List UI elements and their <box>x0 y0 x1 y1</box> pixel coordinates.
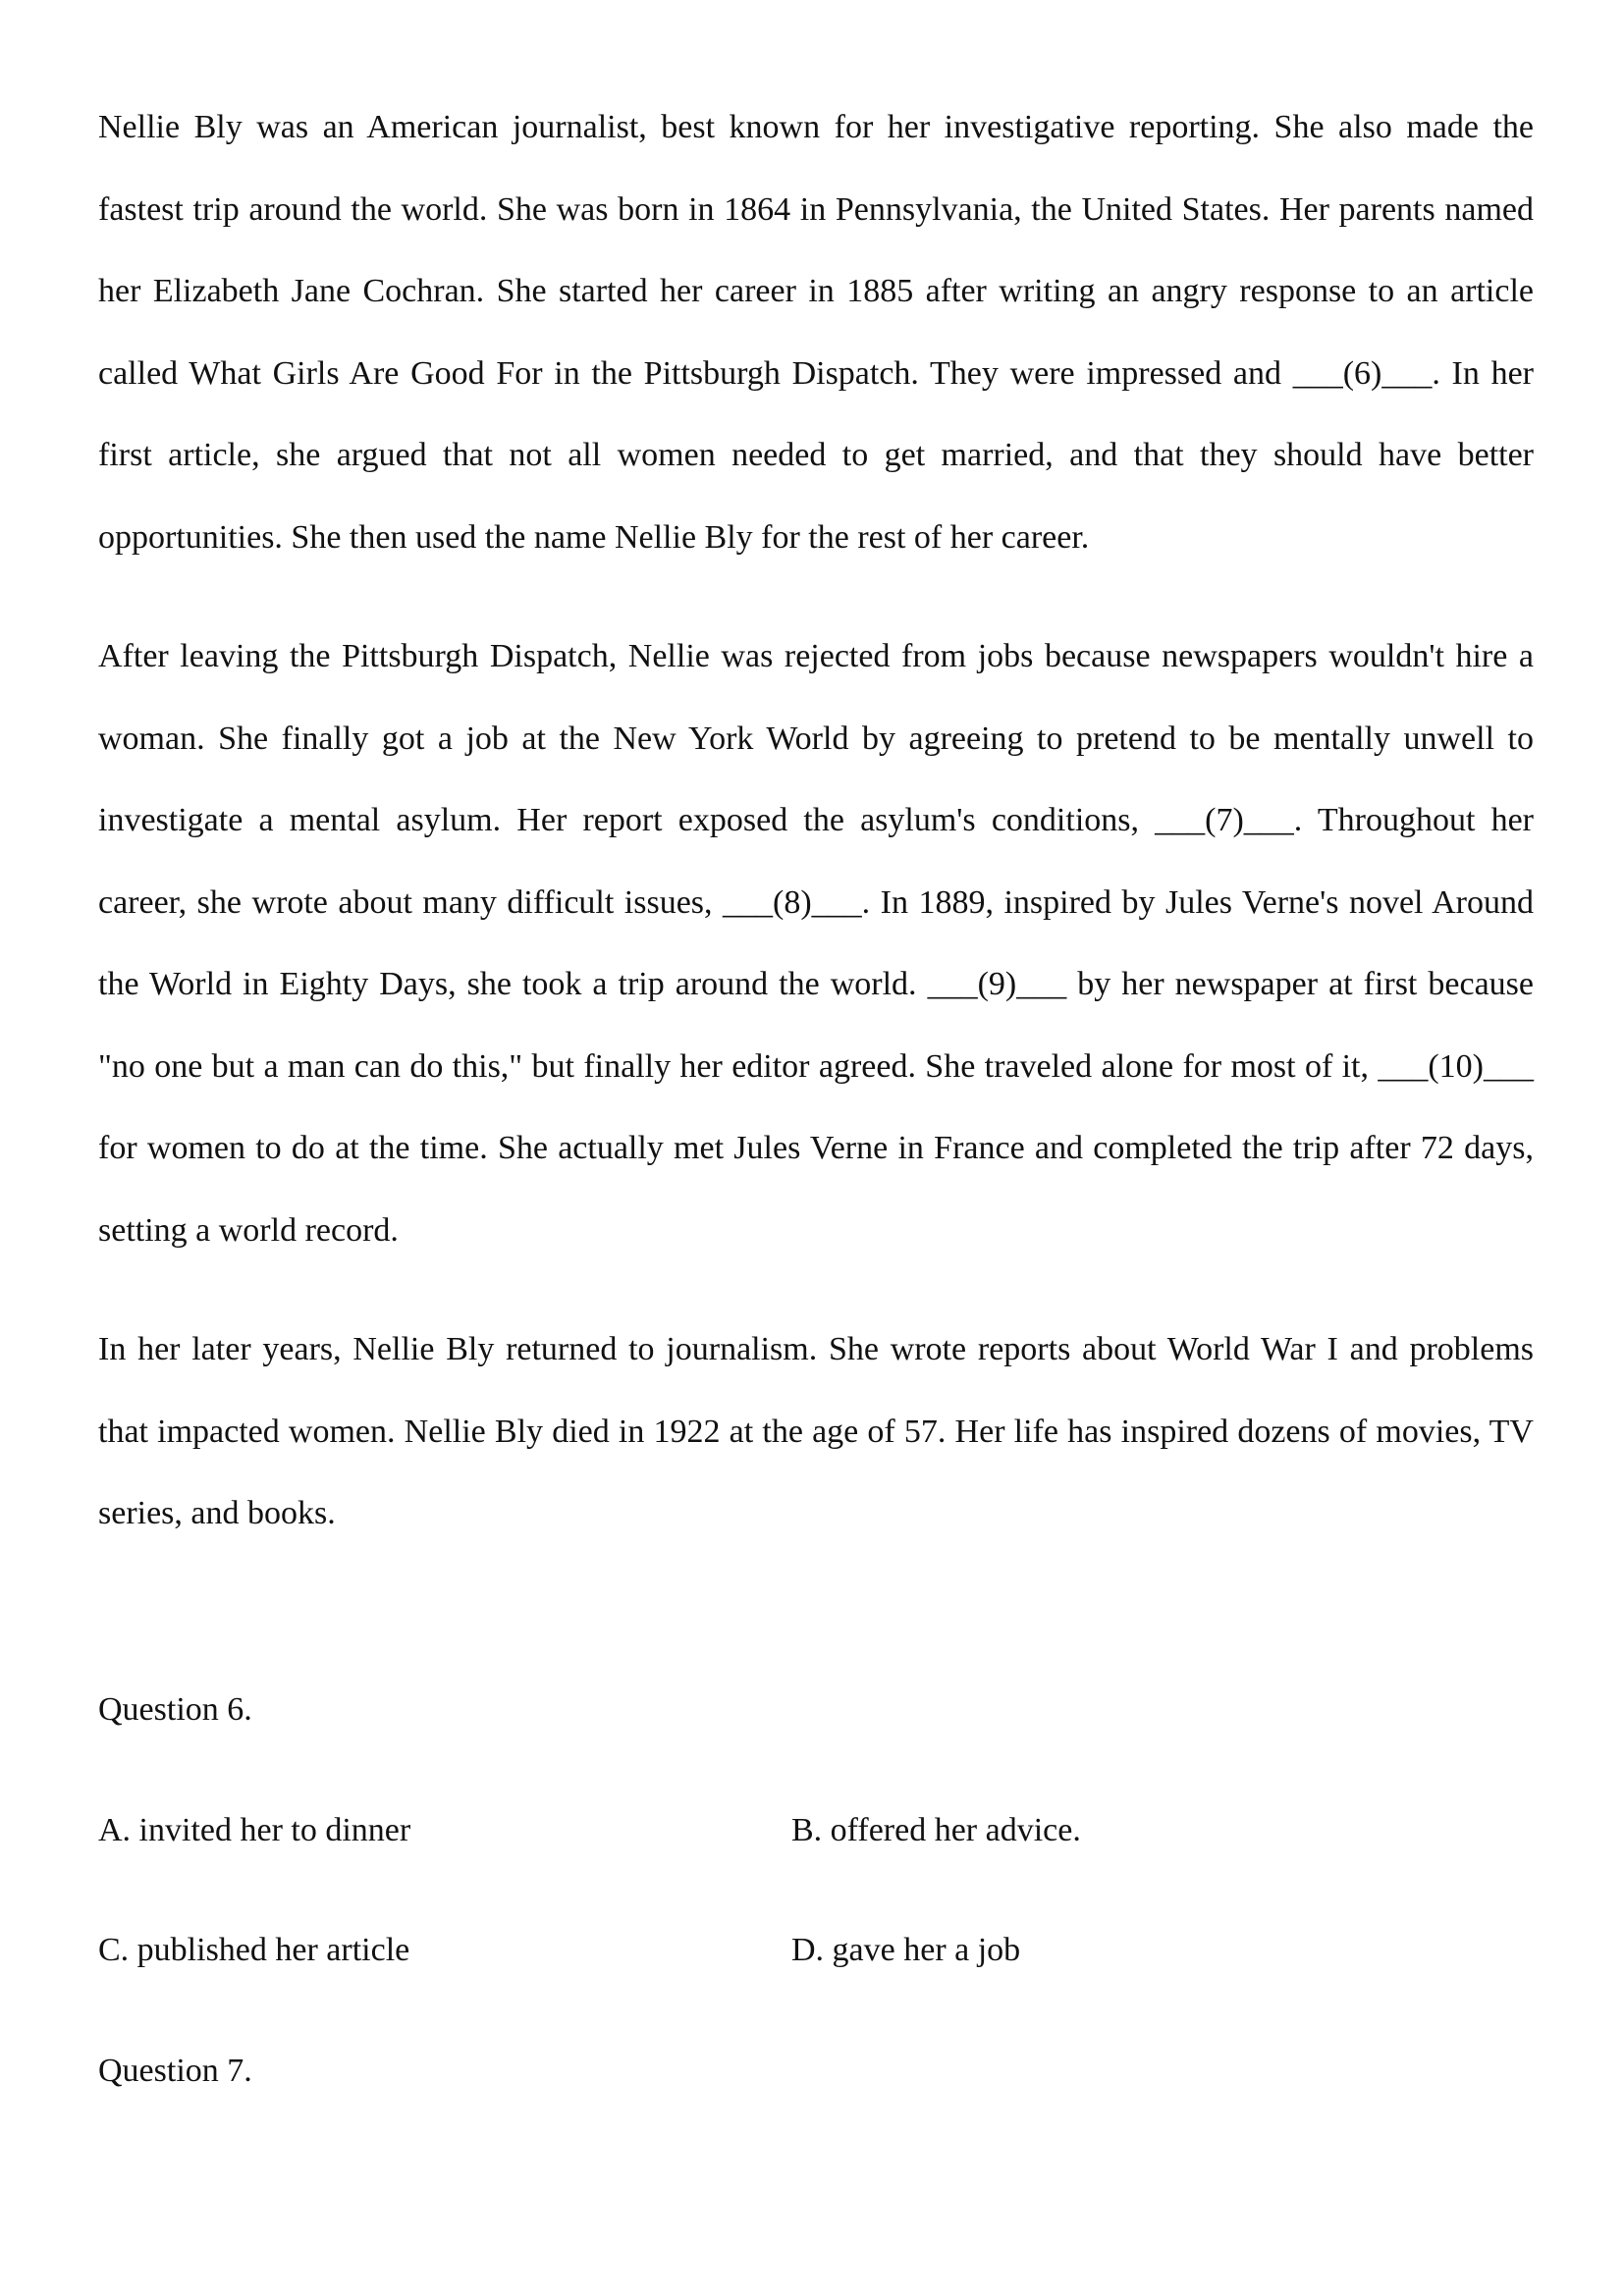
question-6-option-a[interactable]: A. invited her to dinner <box>98 1812 411 1848</box>
passage-paragraph-2: After leaving the Pittsburgh Dispatch, Nellie was rejected from jobs because newspapers wouldn't hire a woman. She finally got a job at the New York World by agreeing to pretend to be mentally unwell to investigate a mental asylum. Her report exposed the asylum's conditions, ___(7)___. Throughout her career, she wrote about many difficult issues, ___(8)___. In 1889, inspired by Jules Verne's novel Around the World in Eighty Days, she took a trip around the world. ___(9)___ by her newspaper at first because "no one but a man can do this," but finally her editor agreed. She traveled alone for most of it, ___(10)___ for women to do at the time. She actually met Jules Verne in France and completed the trip after 72 days, setting a world record. <box>98 638 1534 1249</box>
reading-passage <box>98 86 1534 1555</box>
question-6-option-c[interactable]: C. published her article <box>98 1932 410 1968</box>
question-7-label: Question 7. <box>98 2053 252 2089</box>
question-6-label: Question 6. <box>98 1691 252 1728</box>
passage-paragraph-3: In her later years, Nellie Bly returned to journalism. She wrote reports about World War I and problems that impacted women. Nellie Bly died in 1922 at the age of 57. Her life has inspired dozens of movies, TV series, and books. <box>98 1331 1534 1531</box>
passage-paragraph-1: Nellie Bly was an American journalist, best known for her investigative reporting. She also made the fastest trip around the world. She was born in 1864 in Pennsylvania, the United States. Her parents named her Elizabeth Jane Cochran. She started her career in 1885 after writing an angry response to an article called What Girls Are Good For in the Pittsburgh Dispatch. They were impressed and ___(6)___. In her first article, she argued that not all women needed to get married, and that they should have better opportunities. She then used the name Nellie Bly for the rest of her career. <box>98 109 1534 556</box>
question-6-option-b[interactable]: B. offered her advice. <box>791 1812 1081 1848</box>
question-6-option-d[interactable]: D. gave her a job <box>791 1932 1021 1968</box>
